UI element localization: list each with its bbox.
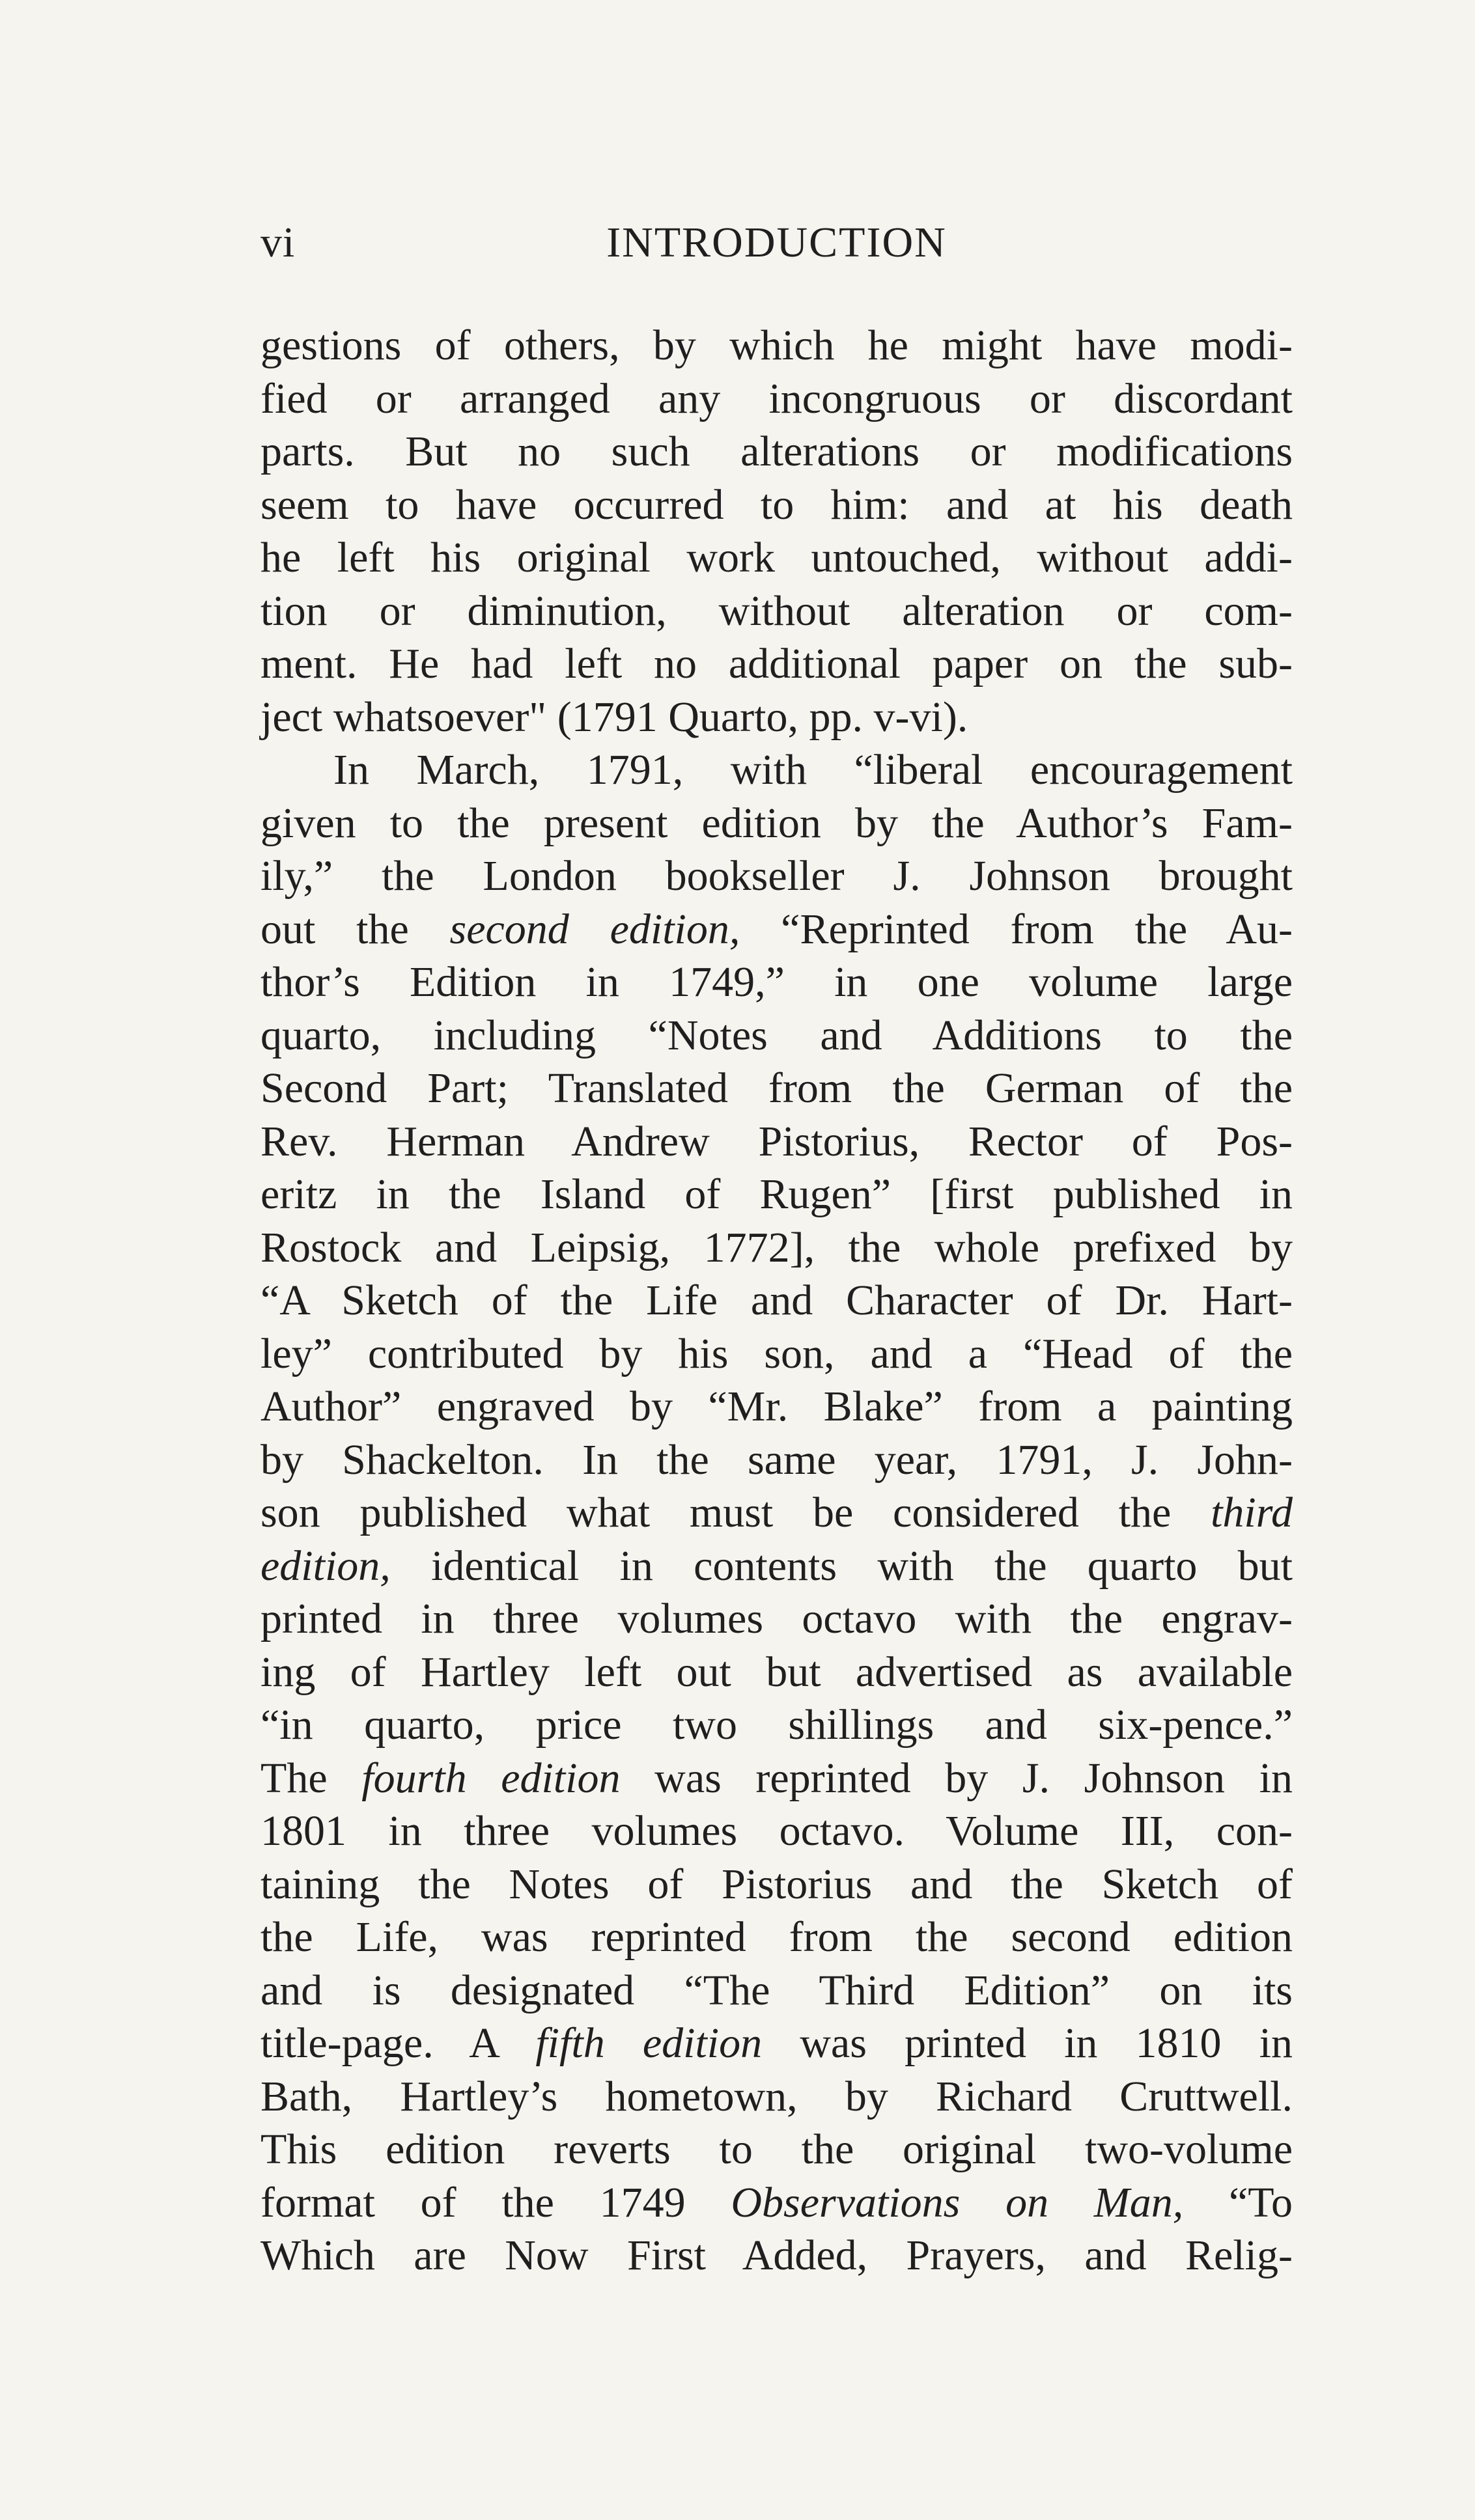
text-line [260,1486,1293,1540]
text-line: ment. He had left no additional paper on the sub- [260,640,1293,687]
text-line: ing of Hartley left out but advertised as available [260,1648,1293,1696]
text-segment: The [260,1754,362,1802]
text-segment: title-page. A [260,2019,536,2067]
text-segment: out the [260,905,450,953]
text-line: “A Sketch of the Life and Character of Dr. Hart- [260,1277,1293,1324]
text-line [260,2017,1293,2070]
text-segment: was printed in 1810 in [762,2019,1293,2067]
text-line: ject whatsoever" (1791 Quarto, pp. v-vi). [260,693,968,741]
text-line: This edition reverts to the original two-volume [260,2125,1293,2173]
text-line: 1801 in three volumes octavo. Volume III, con- [260,1807,1293,1855]
text-line: eritz in the Island of Rugen” [first published in [260,1170,1293,1218]
text-segment: identical in contents with the quarto but [390,1542,1293,1590]
italic-title: second edition, [449,905,740,953]
page-number: vi [260,219,296,266]
text-line: fied or arranged any incongruous or discordant [260,374,1293,422]
text-line [260,2176,1293,2230]
text-line: seem to have occurred to him: and at his death [260,480,1293,529]
text-line: gestions of others, by which he might have modi- [260,322,1293,369]
text-line [260,1752,1293,1805]
text-line: the Life, was reprinted from the second edition [260,1913,1293,1961]
text-line: parts. But no such alterations or modifications [260,428,1293,475]
text-line: Second Part; Translated from the German of the [260,1064,1293,1112]
text-line: ily,” the London bookseller J. Johnson brought [260,852,1293,900]
text-line: In March, 1791, with “liberal encouragement [333,746,1293,794]
text-line: Bath, Hartley’s hometown, by Richard Cruttwell. [260,2072,1293,2120]
text-line: Rostock and Leipsig, 1772], the whole prefixed by [260,1223,1293,1271]
text-line: Rev. Herman Andrew Pistorius, Rector of Pos- [260,1117,1293,1165]
page-header [260,207,1293,279]
text-line: tion or diminution, without alteration or com- [260,587,1293,635]
text-line: printed in three volumes octavo with the engrav- [260,1595,1293,1642]
text-line: and is designated “The Third Edition” on its [260,1966,1293,2014]
running-head: INTRODUCTION [606,219,947,266]
text-line: given to the present edition by the Author’s Fam- [260,799,1293,847]
text-line: Which are Now First Added, Prayers, and Relig- [260,2232,1293,2279]
text-line [260,903,1293,956]
text-line [260,1540,1293,1593]
text-line: by Shackelton. In the same year, 1791, J. John- [260,1435,1293,1484]
text-line: thor’s Edition in 1749,” in one volume large [260,958,1293,1006]
italic-title: Observations on Man, [731,2178,1184,2226]
text-segment: “Reprinted from the Au- [740,905,1293,953]
text-line: ley” contributed by his son, and a “Head of the [260,1329,1293,1378]
italic-title: third [1211,1489,1293,1536]
italic-title: fifth edition [535,2019,763,2067]
body-text [260,319,1293,2282]
text-line: he left his original work untouched, without addi- [260,534,1293,581]
text-line: “in quarto, price two shillings and six-pence.” [260,1701,1293,1749]
text-segment: son published what must be considered the [260,1489,1211,1536]
text-line: quarto, including “Notes and Additions to the [260,1011,1293,1059]
text-line: taining the Notes of Pistorius and the Sketch of [260,1860,1293,1908]
text-line: Author” engraved by “Mr. Blake” from a painting [260,1383,1293,1430]
text-segment: format of the 1749 [260,2178,731,2226]
italic-title: edition, [260,1542,391,1590]
text-segment: was reprinted by J. Johnson in [620,1754,1293,1802]
text-segment: “To [1183,2178,1293,2226]
italic-title: fourth edition [361,1754,621,1802]
